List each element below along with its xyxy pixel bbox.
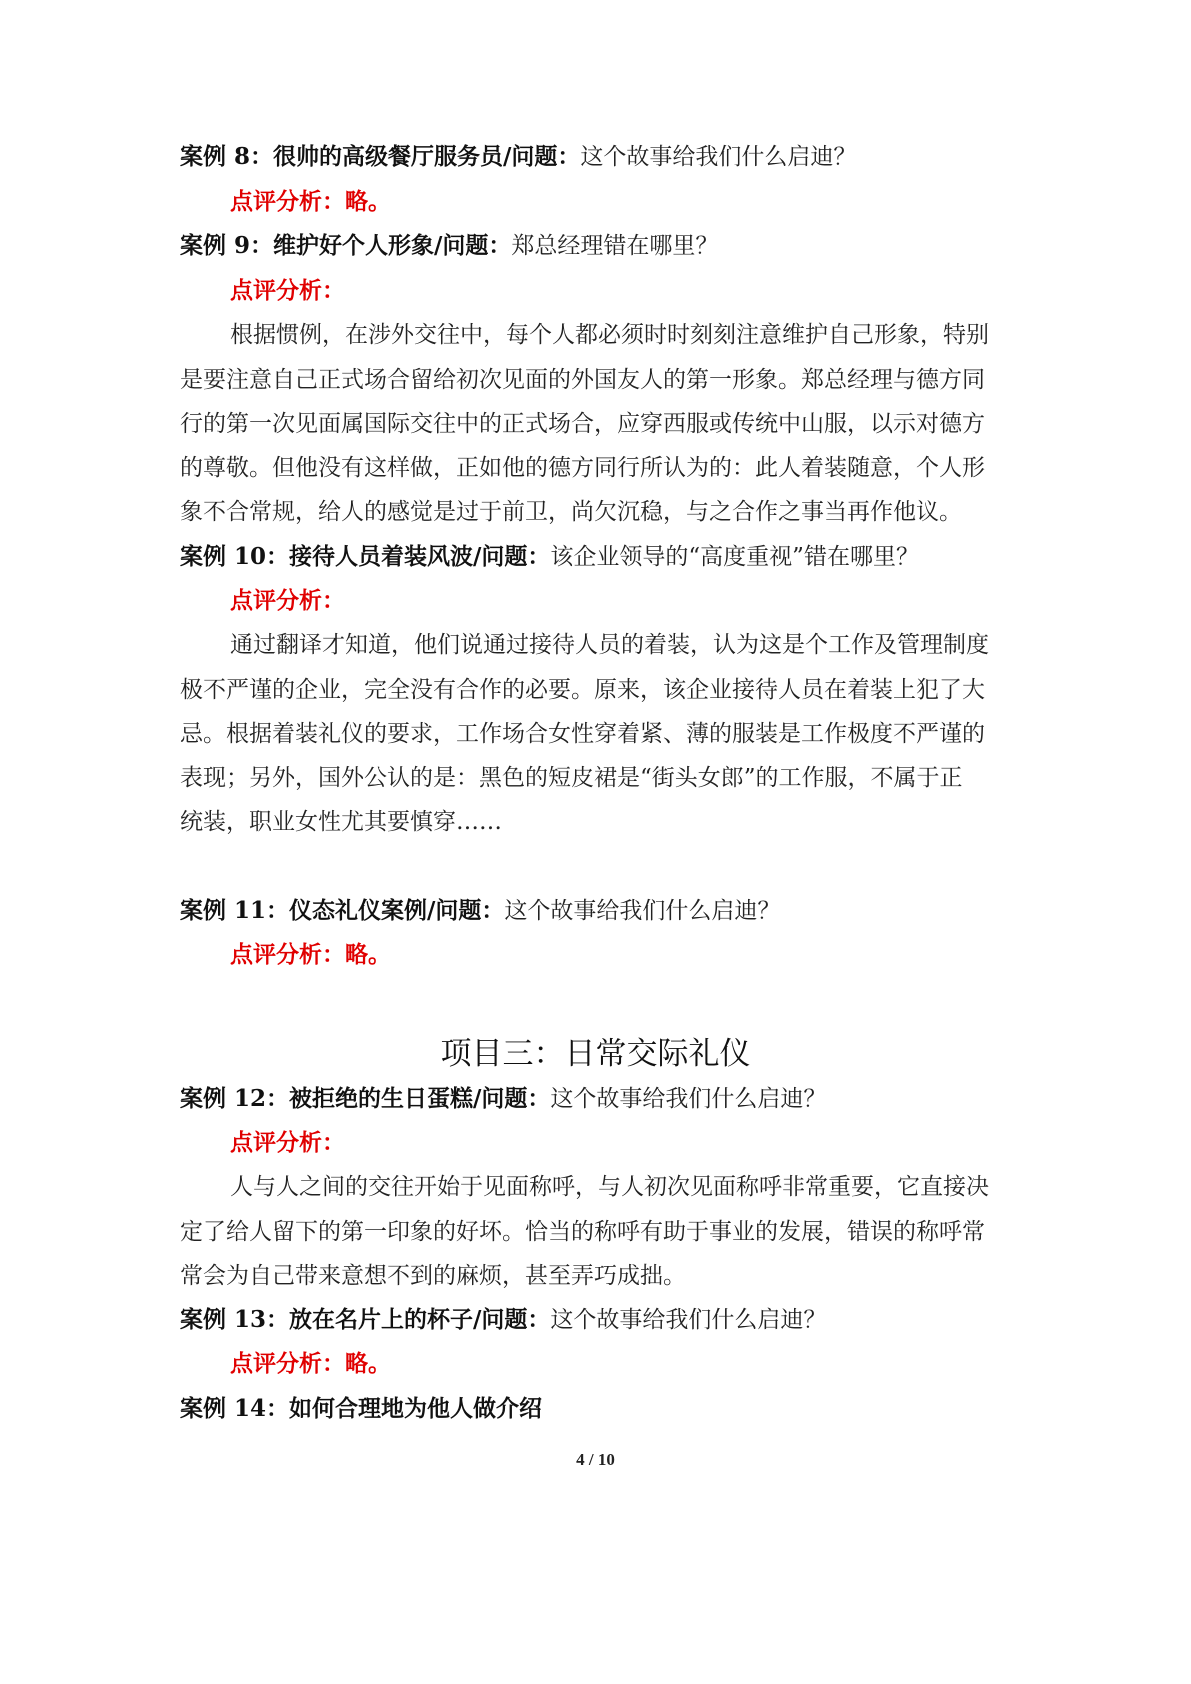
case-9-paragraph-line: 的尊敬。但他没有这样做，正如他的德方同行所认为的：此人着装随意，个人形 [180,455,985,481]
case-12-comment: 点评分析： [230,1129,345,1156]
case-9-question: 郑总经理错在哪里？ [511,233,719,259]
case-10-paragraph-line: 忌。根据着装礼仪的要求，工作场合女性穿着紧、薄的服装是工作极度不严谨的 [180,721,985,747]
case-12-paragraph-line: 人与人之间的交往开始于见面称呼，与人初次见面称呼非常重要，它直接决 [230,1174,989,1200]
case-10-paragraph-line: 通过翻译才知道，他们说通过接待人员的着装，认为这是个工作及管理制度 [230,632,989,658]
case-9-paragraph-line: 行的第一次见面属国际交往中的正式场合，应穿西服或传统中山服，以示对德方 [180,411,985,437]
case-10-paragraph-line: 表现；另外，国外公认的是：黑色的短皮裙是“街头女郎”的工作服，不属于正 [180,765,963,791]
case-13-title [180,1304,1040,1336]
case-8-comment: 点评分析：略。 [230,188,391,215]
case-9-title [180,230,1040,262]
case-12-lead: 案例 12：被拒绝的生日蛋糕/问题： [180,1085,551,1112]
case-10-lead: 案例 10：接待人员着装风波/问题： [180,543,551,570]
case-10-title [180,541,1040,573]
case-12-paragraph-line: 定了给人留下的第一印象的好坏。恰当的称呼有助于事业的发展，错误的称呼常 [180,1219,985,1245]
case-9-comment: 点评分析： [230,277,345,304]
case-14-title [180,1393,1040,1425]
case-14-lead: 案例 14：如何合理地为他人做介绍 [180,1395,543,1422]
case-10-question: 该企业领导的“高度重视”错在哪里？ [550,544,919,570]
case-10-paragraph-line: 统装，职业女性尤其要慎穿…… [180,809,502,835]
case-8-question: 这个故事给我们什么启迪？ [580,144,857,170]
case-13-comment: 点评分析：略。 [230,1350,391,1377]
page-number: 4 / 10 [576,1450,615,1469]
case-11-title [180,895,1040,927]
case-11-lead: 案例 11：仪态礼仪案例/问题： [180,897,505,924]
case-9-lead: 案例 9：维护好个人形象/问题： [180,232,512,259]
case-9-paragraph-line: 根据惯例，在涉外交往中，每个人都必须时时刻刻注意维护自己形象，特别 [230,322,989,348]
section-heading: 项目三：日常交际礼仪 [440,1036,751,1072]
case-10-paragraph-line: 极不严谨的企业，完全没有合作的必要。原来，该企业接待人员在着装上犯了大 [180,677,985,703]
case-11-question: 这个故事给我们什么启迪？ [504,898,781,924]
case-9-paragraph-line: 是要注意自己正式场合留给初次见面的外国友人的第一形象。郑总经理与德方同 [180,367,985,393]
case-12-paragraph-line: 常会为自己带来意想不到的麻烦，甚至弄巧成拙。 [180,1263,686,1289]
case-8-lead: 案例 8：很帅的高级餐厅服务员/问题： [180,143,581,170]
case-12-title [180,1083,1040,1115]
case-13-lead: 案例 13：放在名片上的杯子/问题： [180,1306,551,1333]
case-13-question: 这个故事给我们什么启迪？ [550,1307,827,1333]
case-8-title [180,141,1040,173]
case-9-paragraph-line: 象不合常规，给人的感觉是过于前卫，尚欠沉稳，与之合作之事当再作他议。 [180,499,962,525]
case-12-question: 这个故事给我们什么启迪？ [550,1086,827,1112]
case-11-comment: 点评分析：略。 [230,941,391,968]
case-10-comment: 点评分析： [230,587,345,614]
